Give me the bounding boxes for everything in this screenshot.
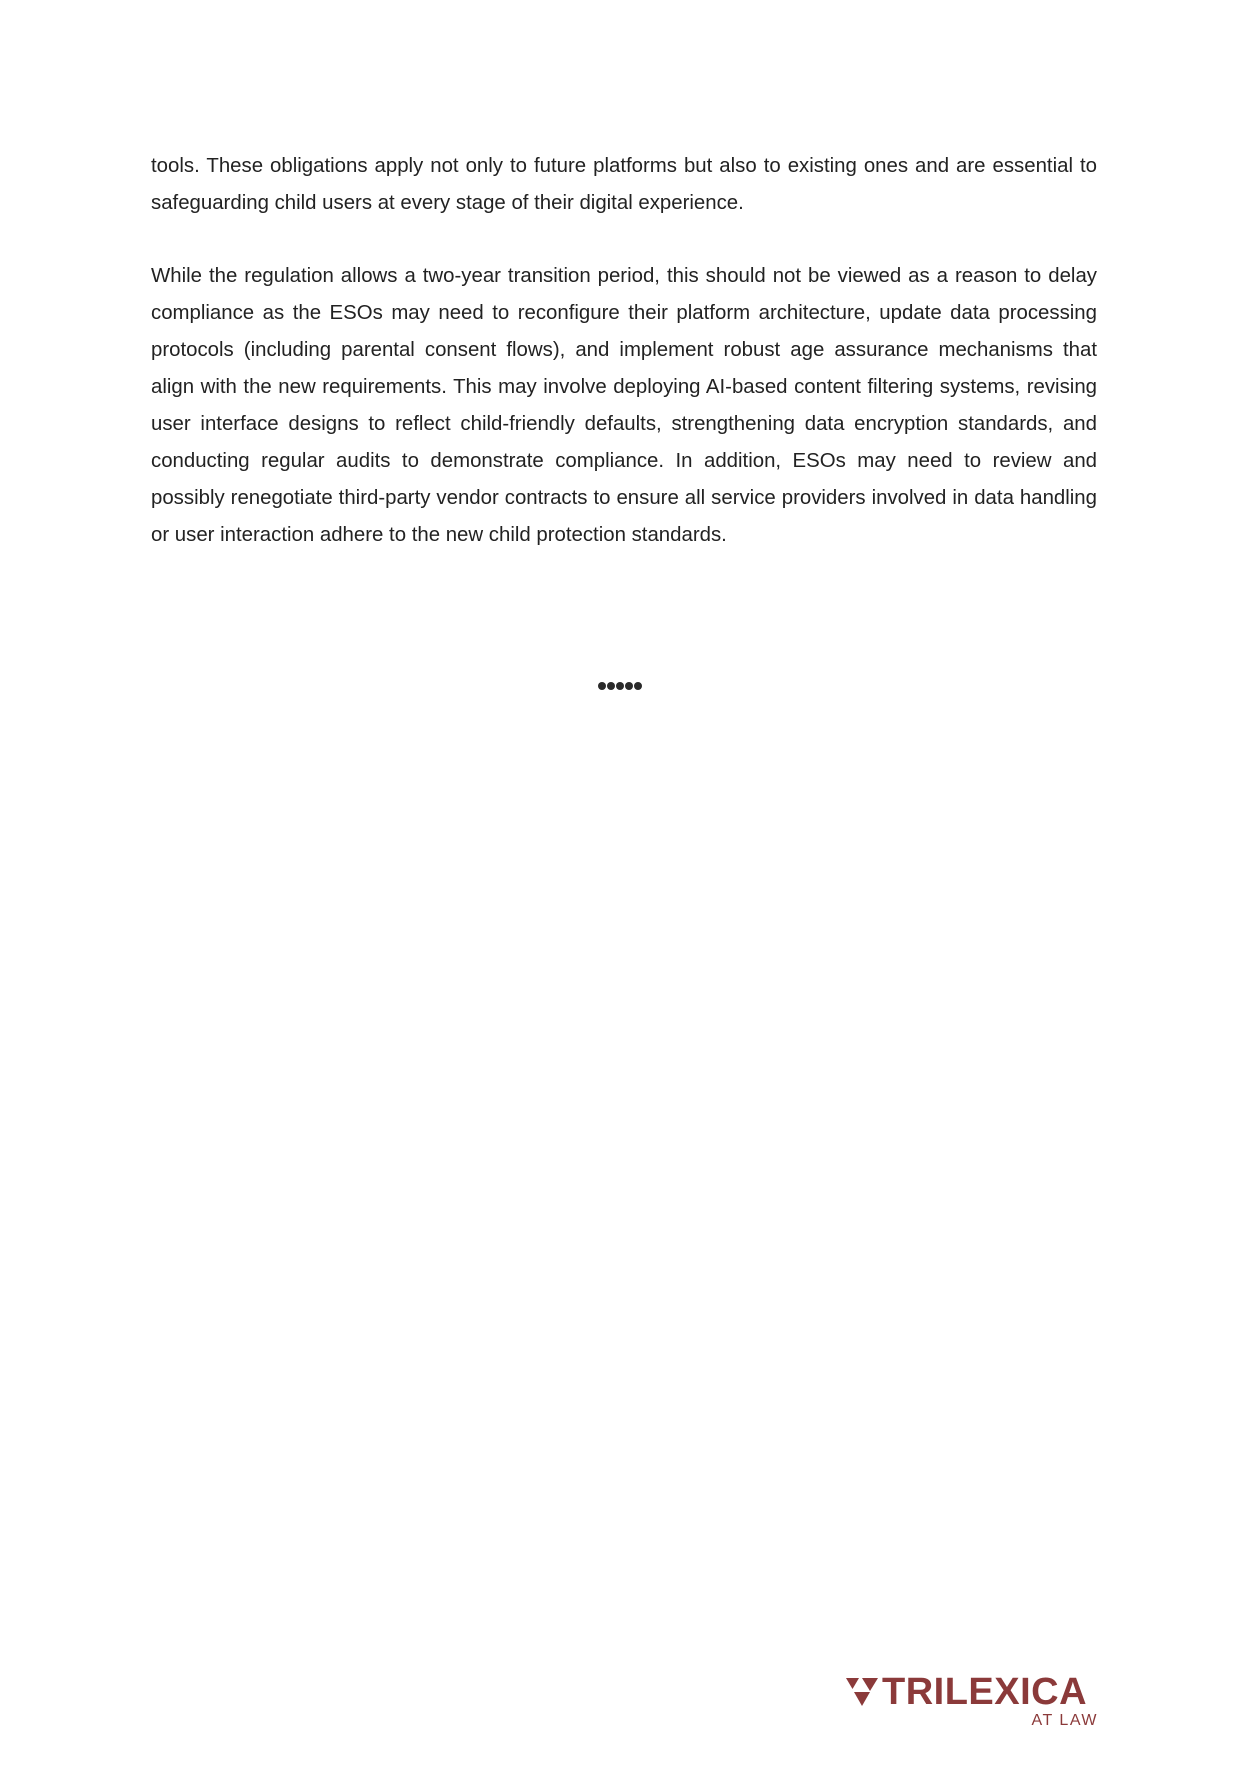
dots-icon	[598, 676, 643, 696]
firm-logo	[846, 1672, 1098, 1728]
triangle-v-mark-icon	[846, 1678, 878, 1706]
paragraph-2: While the regulation allows a two-year transition period, this should not be viewed as a reason to delay compliance as the ESOs may need to reconfigure their platform architecture, update data processing protocols (including parental consent flows), and implement robust age assurance mechanisms that align with the new requirements. This may involve deploying AI-based content filtering systems, revising user interface designs to reflect child-friendly defaults, strengthening data encryption standards, and conducting regular audits to demonstrate compliance. In addition, ESOs may need to review and possibly renegotiate third-party vendor contracts to ensure all service providers involved in data handling or user interaction adhere to the new child protection standards.	[151, 265, 1097, 546]
dot	[616, 682, 624, 690]
dot	[625, 682, 633, 690]
dot	[634, 682, 642, 690]
paragraph-1: tools. These obligations apply not only to future platforms but also to existing ones and are essential to safeguarding child users at every stage of their digital experience.	[151, 155, 1097, 214]
logo-subtitle: AT LAW	[1031, 1712, 1098, 1729]
dot	[607, 682, 615, 690]
logo-name: TRILEXICA	[882, 1671, 1088, 1713]
end-of-section-marker	[0, 676, 1240, 696]
dot	[598, 682, 606, 690]
